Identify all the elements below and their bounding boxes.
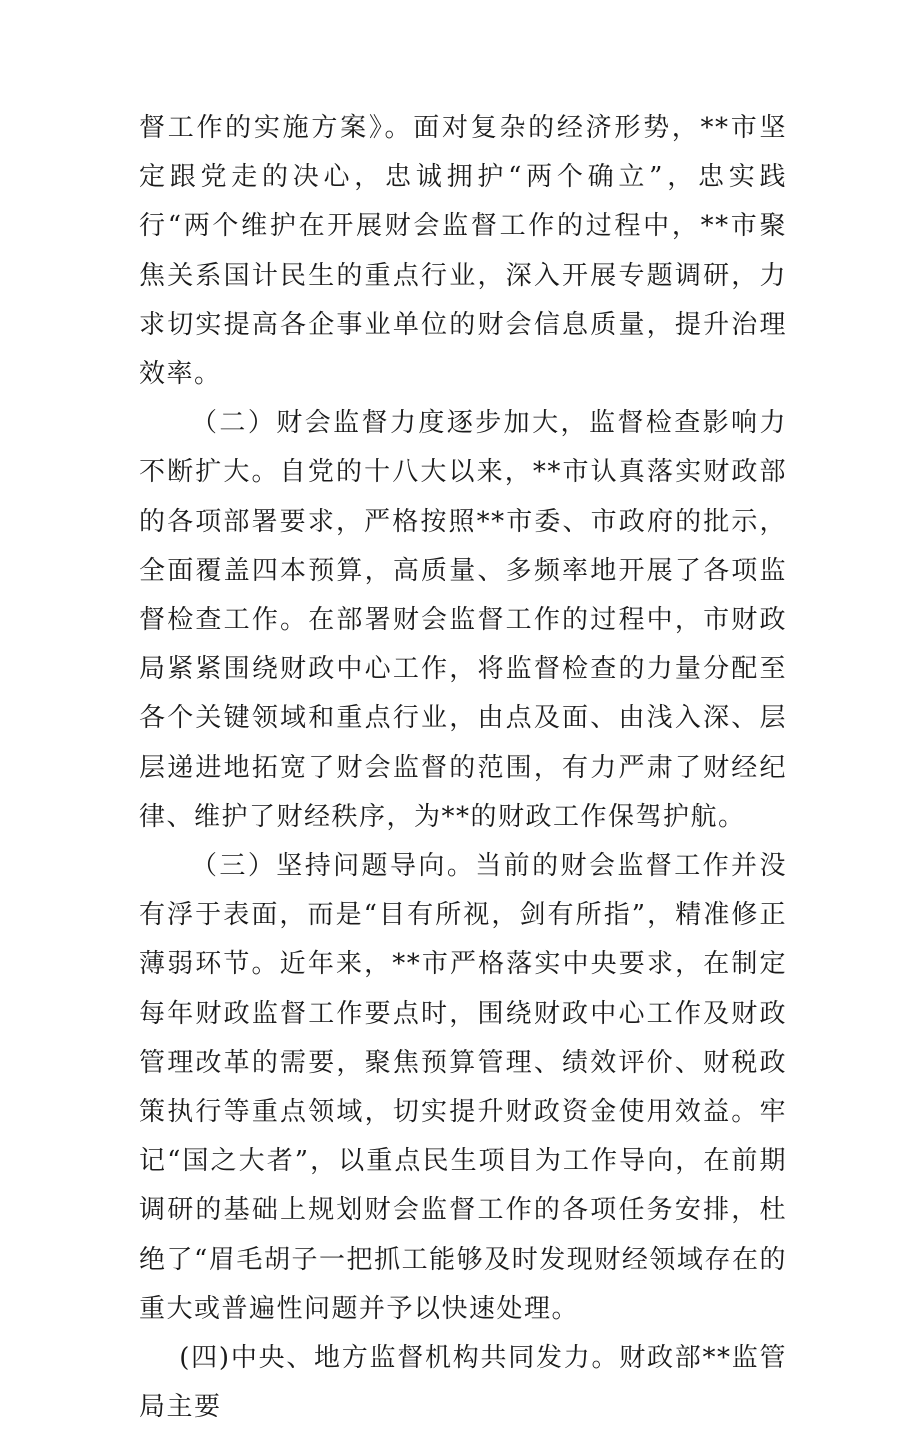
paragraph-4: (四)中央、地方监督机构共同发力。财政部**监管局主要	[139, 1343, 787, 1423]
paragraph-3: （三）坚持问题导向。当前的财会监督工作并没有浮于表面，而是“目有所视，剑有所指”，精准修正薄弱环节。近年来，**市严格落实中央要求，在制定每年财政监督工作要点时，围绕财政中心工作及财政管理改革的需要，聚焦预算管理、绩效评价、财税政策执行等重点领域，切实提升财政资金使用效益。牢记“国之大者”，以重点民生项目为工作导向，在前期调研的基础上规划财会监督工作的各项任务安排，杜绝了“眉毛胡子一把抓工能够及时发现财经领域存在的重大或普遍性问题并予以快速处理。	[139, 851, 787, 1324]
document-body	[139, 104, 787, 1432]
paragraph-2: （二）财会监督力度逐步加大，监督检查影响力不断扩大。自党的十八大以来，**市认真落实财政部的各项部署要求，严格按照**市委、市政府的批示，全面覆盖四本预算，高质量、多频率地开展了各项监督检查工作。在部署财会监督工作的过程中，市财政局紧紧围绕财政中心工作，将监督检查的力量分配至各个关键领域和重点行业，由点及面、由浅入深、层层递进地拓宽了财会监督的范围，有力严肃了财经纪律、维护了财经秩序，为**的财政工作保驾护航。	[139, 408, 787, 832]
paragraph-1: 督工作的实施方案》。面对复杂的经济形势，**市坚定跟党走的决心，忠诚拥护“两个确立”，忠实践行“两个维护在开展财会监督工作的过程中，**市聚焦关系国计民生的重点行业，深入开展专题调研，力求切实提高各企事业单位的财会信息质量，提升治理效率。	[139, 113, 787, 390]
